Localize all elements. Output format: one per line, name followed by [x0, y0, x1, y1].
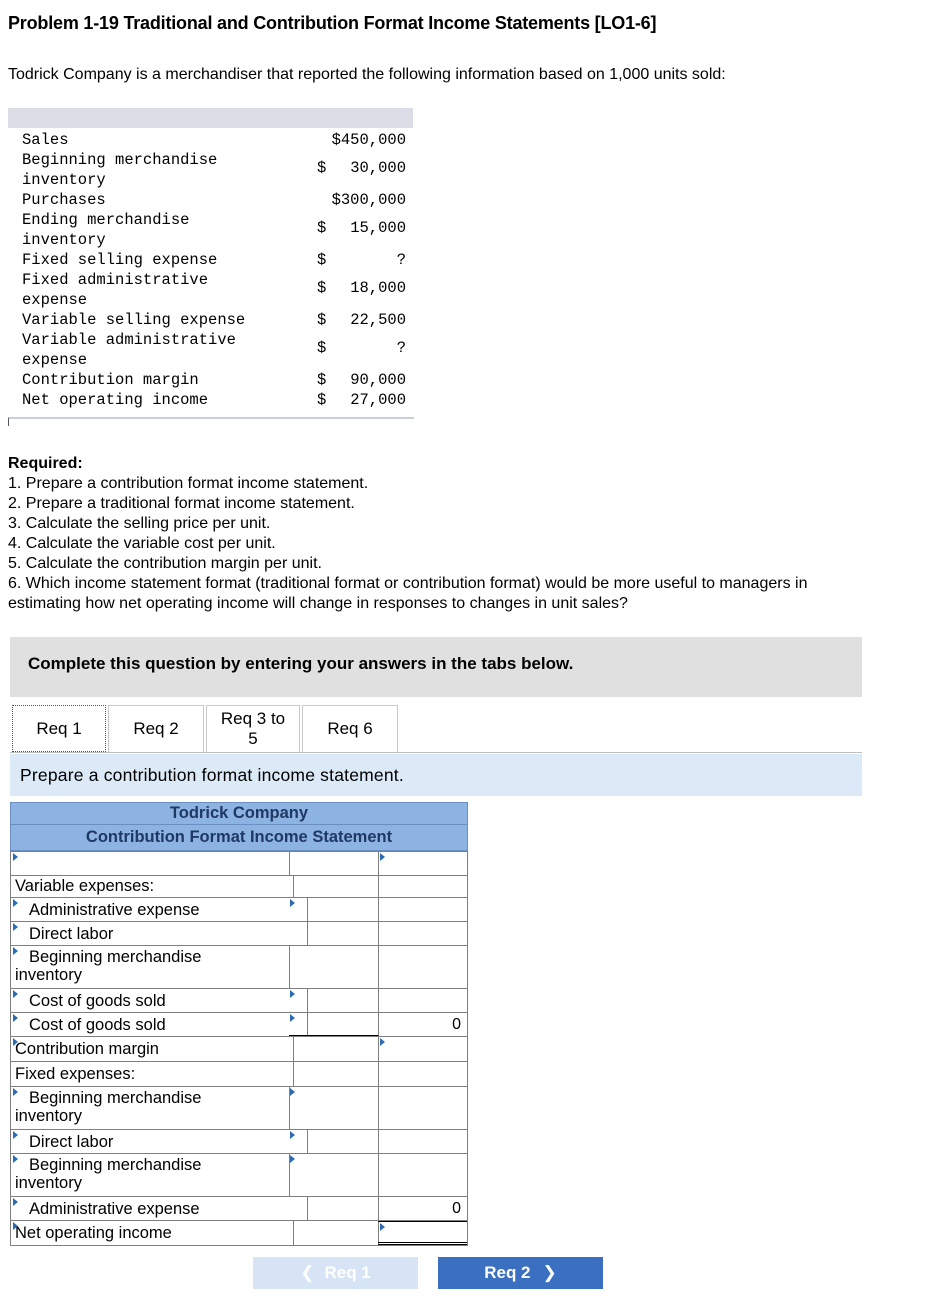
- table-row: [10, 922, 468, 946]
- row-label-text: Administrative expense: [29, 1200, 200, 1218]
- given-value: 27,000: [350, 391, 406, 409]
- table-row: [10, 1130, 468, 1154]
- total-cell: 0: [452, 1200, 461, 1217]
- dropdown-flag-icon: [13, 1155, 18, 1163]
- dropdown-flag-icon: [380, 853, 385, 861]
- row-label-text: Administrative expense: [29, 901, 200, 919]
- tab-label-line1: Req 3 to: [220, 709, 286, 728]
- required-item: 2. Prepare a traditional format income statement.: [8, 495, 355, 512]
- tab-divider: [10, 752, 862, 753]
- total-cell: [378, 922, 467, 945]
- row-label-select[interactable]: [11, 1013, 308, 1036]
- dropdown-flag-icon: [13, 947, 18, 955]
- dropdown-flag-icon: [380, 1038, 385, 1046]
- table-row-net-operating-income: [10, 1221, 468, 1246]
- row-label-text: inventory: [15, 1174, 82, 1192]
- total-input[interactable]: [378, 1221, 467, 1245]
- tab-label: Req 6: [327, 719, 373, 738]
- row-label-select[interactable]: [11, 1037, 294, 1061]
- total-cell: [378, 946, 467, 988]
- given-value: $450,000: [331, 131, 406, 149]
- given-dollar: $: [317, 371, 327, 389]
- required-item: 1. Prepare a contribution format income statement.: [8, 475, 369, 492]
- dropdown-flag-icon: [13, 1198, 18, 1206]
- instruction-text: Prepare a contribution format income statement.: [20, 765, 404, 785]
- given-value: 15,000: [350, 219, 406, 237]
- row-label-text: Direct labor: [29, 925, 114, 943]
- table-row-fixed-expenses: [10, 1062, 468, 1087]
- given-value: 30,000: [350, 159, 406, 177]
- dropdown-flag-icon: [290, 1155, 295, 1163]
- dropdown-flag-icon: [13, 1014, 18, 1022]
- row-label-select[interactable]: [11, 1130, 308, 1153]
- dropdown-flag-icon: [13, 923, 18, 931]
- given-value: $300,000: [331, 191, 406, 209]
- prev-req-label: Req 1: [324, 1263, 371, 1282]
- chevron-right-icon: ❯: [542, 1263, 557, 1282]
- given-label: Contribution margin: [22, 371, 199, 389]
- total-cell: [378, 898, 467, 921]
- row-label-text: Net operating income: [15, 1224, 172, 1242]
- row-label-text: Beginning merchandise: [29, 948, 202, 966]
- statement-company-name: Todrick Company: [10, 802, 468, 825]
- given-dollar: $: [317, 339, 327, 357]
- table-row: [10, 946, 468, 989]
- row-label-text: Direct labor: [29, 1133, 114, 1151]
- given-label: Purchases: [22, 191, 106, 209]
- total-cell: [378, 1087, 467, 1129]
- table-row: [10, 1197, 468, 1221]
- problem-title: Problem 1-19 Traditional and Contribution Format Income Statements [LO1-6]: [8, 13, 657, 33]
- row-label-text: Cost of goods sold: [29, 992, 166, 1010]
- given-dollar: $: [317, 219, 327, 237]
- given-table-footer-border: [8, 417, 414, 426]
- given-dollar: $: [317, 311, 327, 329]
- row-label-select[interactable]: [11, 1087, 290, 1129]
- given-label: Sales: [22, 131, 69, 149]
- given-data-table: [8, 108, 413, 425]
- required-heading: Required:: [8, 455, 83, 472]
- amount-input[interactable]: [289, 946, 379, 988]
- row-label-text: Cost of goods sold: [29, 1016, 166, 1034]
- row-label-text: Fixed expenses:: [15, 1065, 136, 1083]
- amount-cell: [289, 1037, 379, 1061]
- required-item: 6. Which income statement format (traditional format or contribution format) would be more useful to managers in: [8, 575, 808, 592]
- tab-req-2[interactable]: [108, 705, 204, 752]
- required-item: 5. Calculate the contribution margin per unit.: [8, 555, 322, 572]
- total-cell: [378, 1130, 467, 1153]
- dropdown-flag-icon: [13, 1038, 18, 1046]
- tab-req-6[interactable]: [302, 705, 398, 752]
- statement-title: Contribution Format Income Statement: [10, 825, 468, 851]
- amount-input[interactable]: [289, 1197, 379, 1220]
- amount-input[interactable]: [289, 1130, 379, 1153]
- given-value: ?: [396, 339, 406, 357]
- tab-req-1[interactable]: [12, 705, 106, 752]
- tab-req-3-to-5[interactable]: [206, 705, 300, 752]
- amount-input[interactable]: [289, 1154, 379, 1196]
- required-item: 4. Calculate the variable cost per unit.: [8, 535, 276, 552]
- row-label-select[interactable]: [11, 1221, 294, 1245]
- given-label: Net operating income: [22, 391, 209, 409]
- given-value: 90,000: [350, 371, 406, 389]
- given-dollar: $: [317, 279, 327, 297]
- amount-input[interactable]: [289, 989, 379, 1012]
- amount-cell: [289, 1221, 379, 1245]
- given-label: Fixed administrative expense: [22, 271, 209, 309]
- table-row: [10, 1013, 468, 1037]
- tab-label: Req 1: [36, 718, 82, 738]
- next-req-button[interactable]: [438, 1257, 603, 1289]
- given-table-header-bar: [8, 108, 413, 128]
- given-label: Variable administrative expense: [22, 331, 236, 369]
- row-label-select[interactable]: [11, 852, 290, 875]
- dropdown-flag-icon: [13, 990, 18, 998]
- dropdown-flag-icon: [13, 853, 18, 861]
- amount-input[interactable]: [289, 898, 379, 921]
- given-value: 22,500: [350, 311, 406, 329]
- row-label-select[interactable]: [11, 898, 308, 921]
- given-label: Variable selling expense: [22, 311, 246, 329]
- amount-input[interactable]: [289, 852, 379, 875]
- instructions-banner-text: Complete this question by entering your answers in the tabs below.: [28, 654, 574, 673]
- dropdown-flag-icon: [13, 899, 18, 907]
- total-input[interactable]: [378, 852, 467, 875]
- required-item: 3. Calculate the selling price per unit.: [8, 515, 271, 532]
- row-label: [11, 876, 294, 897]
- dropdown-flag-icon: [290, 1088, 295, 1096]
- total-cell: [378, 1062, 467, 1086]
- row-label-select[interactable]: [11, 1154, 290, 1196]
- table-row: [10, 898, 468, 922]
- chevron-left-icon: ❮: [300, 1263, 315, 1282]
- row-label-select[interactable]: [11, 922, 308, 945]
- given-value: 18,000: [350, 279, 406, 297]
- dropdown-flag-icon: [380, 1223, 385, 1231]
- table-row-contribution-margin: [10, 1037, 468, 1062]
- total-input[interactable]: [378, 1037, 467, 1061]
- row-label-text: Beginning merchandise: [29, 1156, 202, 1174]
- given-dollar: $: [317, 391, 327, 409]
- row-label-select[interactable]: [11, 989, 308, 1012]
- dropdown-flag-icon: [13, 1088, 18, 1096]
- next-req-label: Req 2: [484, 1263, 531, 1282]
- total-cell: [378, 1154, 467, 1196]
- tab-label-line2: 5: [248, 729, 258, 748]
- total-cell: [378, 989, 467, 1012]
- given-label: Ending merchandise inventory: [22, 211, 190, 249]
- table-row-sales: [10, 851, 468, 876]
- given-label: Beginning merchandise inventory: [22, 151, 218, 189]
- row-label-select[interactable]: [11, 1197, 308, 1220]
- amount-input[interactable]: [289, 1013, 379, 1036]
- row-label-text: Contribution margin: [15, 1040, 159, 1058]
- dropdown-flag-icon: [290, 1014, 295, 1022]
- amount-cell: [289, 1062, 379, 1086]
- dropdown-flag-icon: [13, 1222, 18, 1230]
- required-item: estimating how net operating income will change in responses to changes in unit sales?: [8, 595, 628, 612]
- dropdown-flag-icon: [290, 899, 295, 907]
- tab-label: Req 2: [133, 719, 179, 738]
- total-cell: [378, 876, 467, 897]
- table-row: [10, 1087, 468, 1130]
- dropdown-flag-icon: [13, 1131, 18, 1139]
- amount-input[interactable]: [289, 922, 379, 945]
- row-label: [11, 1062, 294, 1086]
- table-row: [10, 1154, 468, 1197]
- dropdown-flag-icon: [290, 990, 295, 998]
- row-label-select[interactable]: [11, 946, 290, 988]
- row-label-text: Variable expenses:: [15, 877, 155, 895]
- tab-label: [221, 709, 285, 749]
- given-label: Fixed selling expense: [22, 251, 218, 269]
- given-dollar: $: [317, 159, 327, 177]
- prev-req-button[interactable]: [253, 1257, 418, 1289]
- row-label-text: Beginning merchandise: [29, 1089, 202, 1107]
- row-label-text: inventory: [15, 1107, 82, 1125]
- row-label-text: inventory: [15, 966, 82, 984]
- given-value: ?: [396, 251, 406, 269]
- amount-cell: [289, 876, 379, 897]
- table-row: [10, 989, 468, 1013]
- given-dollar: $: [317, 251, 327, 269]
- total-cell: 0: [452, 1016, 461, 1033]
- problem-intro: Todrick Company is a merchandiser that reported the following information based on 1,000 units sold:: [8, 66, 726, 83]
- table-row-variable-expenses: [10, 876, 468, 898]
- dropdown-flag-icon: [290, 1131, 295, 1139]
- amount-input[interactable]: [289, 1087, 379, 1129]
